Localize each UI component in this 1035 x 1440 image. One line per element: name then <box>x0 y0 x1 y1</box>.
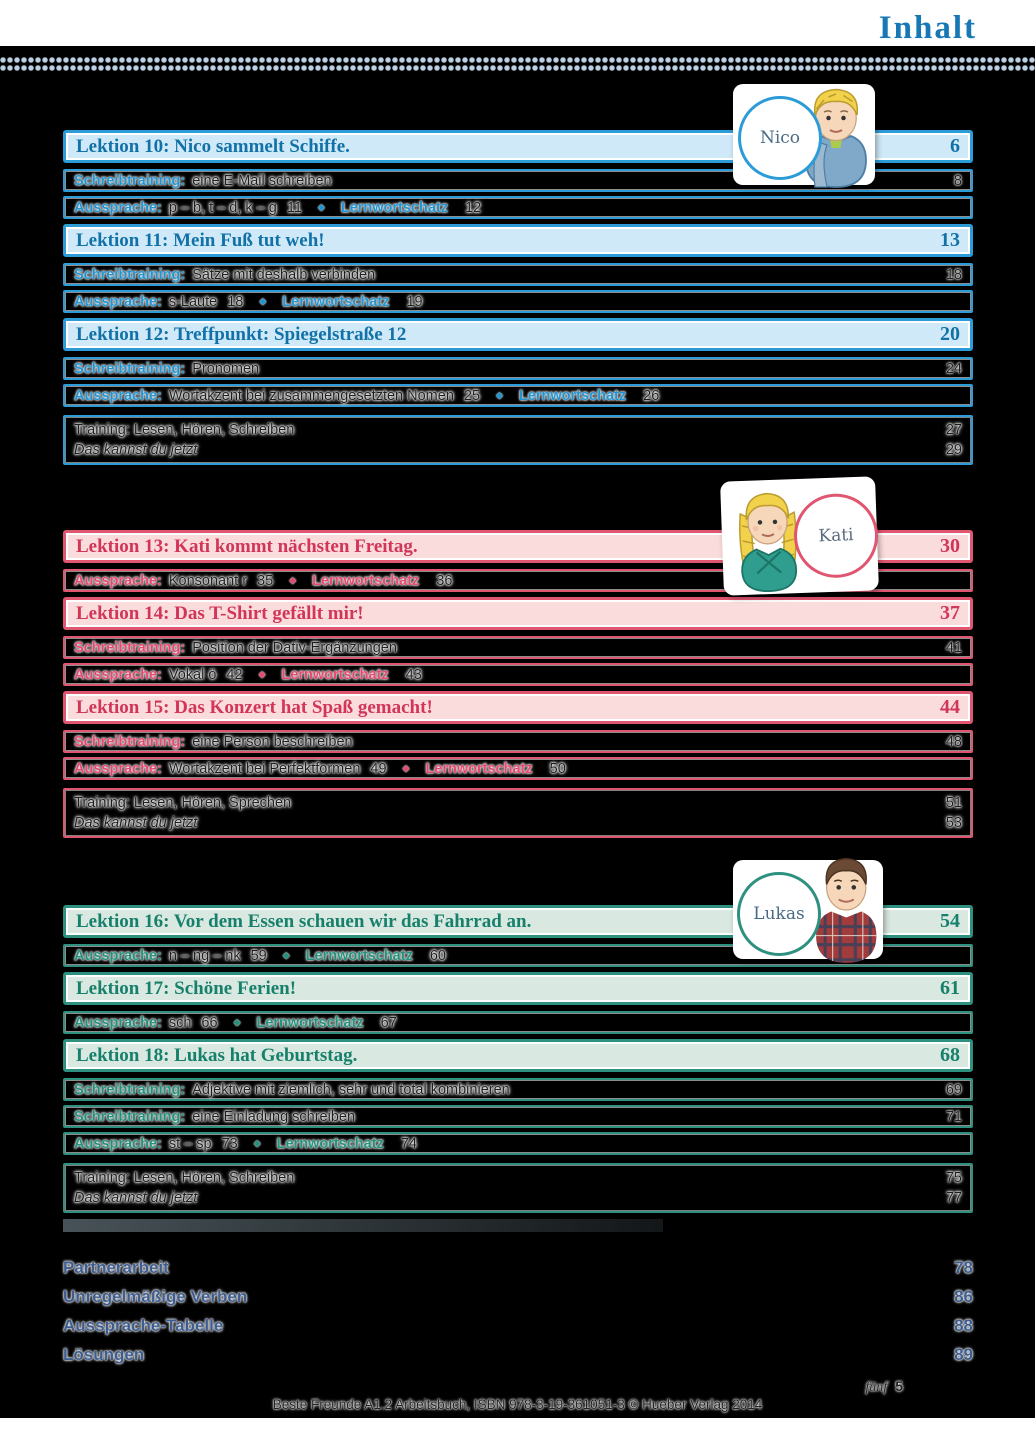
subrow-page-number: 73 <box>221 1135 238 1152</box>
subrow-page-number: 49 <box>370 760 387 777</box>
training-line <box>74 793 962 813</box>
training-page-number: 77 <box>945 1190 962 1206</box>
subrow-label: Aussprache: <box>74 572 162 589</box>
toc-subrow <box>63 384 973 407</box>
lesson-page-number: 6 <box>950 135 960 157</box>
appendix-link <box>63 1344 973 1366</box>
subrow-text: p – b, t – d, k – g <box>168 199 277 216</box>
subrow-label: Aussprache: <box>74 387 162 404</box>
appendix-label: Unregelmäßige Verben <box>63 1287 248 1306</box>
appendix-label: Lösungen <box>63 1345 145 1364</box>
subrow-page-number: 18 <box>945 266 962 283</box>
subrow-label: Lernwortschatz <box>282 293 390 310</box>
subrow-page-number: 18 <box>227 293 244 310</box>
page-title: Inhalt <box>878 10 977 46</box>
subrow-label: Lernwortschatz <box>305 947 413 964</box>
subrow-label: Schreibtraining: <box>74 1081 186 1098</box>
subrow-page-number: 35 <box>257 572 274 589</box>
subrow-label: Aussprache: <box>74 199 162 216</box>
training-text: Das kannst du jetzt <box>74 442 198 458</box>
subrow-page-number: 12 <box>465 199 482 216</box>
appendix-link <box>63 1257 973 1279</box>
subrow-page-number: 36 <box>436 572 453 589</box>
toc-subrow <box>63 636 973 659</box>
subrow-text: eine Einladung schreiben <box>192 1108 356 1125</box>
training-text: Das kannst du jetzt <box>74 815 198 831</box>
diamond-icon: ◆ <box>496 390 503 400</box>
toc-subrow <box>63 1011 973 1034</box>
subrow-text: Sätze mit deshalb verbinden <box>192 266 376 283</box>
training-line <box>74 420 962 440</box>
subrow-text: n – ng – nk <box>168 947 241 964</box>
diamond-icon: ◆ <box>282 950 290 960</box>
subrow-page-number: 66 <box>201 1014 218 1031</box>
lesson-header <box>63 597 973 630</box>
training-box <box>63 1163 973 1213</box>
subrow-page-number: 24 <box>945 360 962 377</box>
toc-subrow <box>63 1078 973 1101</box>
subrow-label: Aussprache: <box>74 947 162 964</box>
subrow-page-number: 43 <box>405 666 422 683</box>
lesson-title: Lektion 13: Kati kommt nächsten Freitag. <box>76 535 418 557</box>
subrow-label: Schreibtraining: <box>74 172 186 189</box>
lesson-page-number: 20 <box>940 323 960 345</box>
lesson-header <box>63 691 973 724</box>
lesson-title: Lektion 12: Treffpunkt: Spiegelstraße 12 <box>76 323 407 345</box>
subrow-label: Aussprache: <box>74 1135 162 1152</box>
appendix-links <box>63 1257 973 1373</box>
lesson-title: Lektion 18: Lukas hat Geburtstag. <box>76 1044 358 1066</box>
training-page-number: 27 <box>945 422 962 438</box>
diamond-icon: ◆ <box>317 202 325 212</box>
subrow-text: eine Person beschreiben <box>192 733 353 750</box>
subrow-label: Lernwortschatz <box>312 572 420 589</box>
toc-subrow <box>63 357 973 380</box>
subrow-label: Lernwortschatz <box>256 1014 364 1031</box>
toc-subrow <box>63 663 973 686</box>
lesson-page-number: 68 <box>940 1044 960 1066</box>
lesson-page-number: 13 <box>940 229 960 251</box>
subrow-label: Schreibtraining: <box>74 1108 186 1125</box>
subrow-page-number: 41 <box>945 639 962 656</box>
subrow-label: Lernwortschatz <box>281 666 389 683</box>
lesson-page-number: 61 <box>940 977 960 999</box>
lesson-page-number: 44 <box>940 696 960 718</box>
training-page-number: 75 <box>945 1170 962 1186</box>
subrow-page-number: 50 <box>549 760 566 777</box>
training-text: Training: Lesen, Hören, Schreiben <box>74 1170 295 1186</box>
footer-page-word: fünf <box>865 1380 888 1395</box>
toc-subrow <box>63 757 973 780</box>
diamond-icon: ◆ <box>402 763 410 773</box>
lesson-title: Lektion 15: Das Konzert hat Spaß gemacht! <box>76 696 433 718</box>
subrow-label: Lernwortschatz <box>518 387 627 404</box>
subrow-page-number: 60 <box>429 947 446 964</box>
subrow-text: Konsonant r <box>168 572 248 589</box>
subrow-label: Schreibtraining: <box>74 360 186 377</box>
lesson-header <box>63 224 973 257</box>
subrow-page-number: 25 <box>463 387 481 404</box>
appendix-link <box>63 1286 973 1308</box>
training-page-number: 53 <box>945 815 962 831</box>
subrow-text: Vokal ö <box>168 666 217 683</box>
toc-subrow <box>63 730 973 753</box>
footer-page-number: 5 <box>895 1378 903 1394</box>
subrow-page-number: 8 <box>953 172 962 189</box>
character-name-badge <box>738 96 822 180</box>
lesson-title: Lektion 14: Das T-Shirt gefällt mir! <box>76 602 364 624</box>
toc-content <box>63 0 973 1440</box>
training-page-number: 29 <box>945 442 962 458</box>
subrow-text: s-Laute <box>168 293 218 310</box>
lesson-title: Lektion 17: Schöne Ferien! <box>76 977 297 999</box>
diamond-icon: ◆ <box>233 1017 241 1027</box>
subrow-text: Wortakzent bei zusammengesetzten Nomen <box>168 387 454 404</box>
toc-subrow <box>63 1105 973 1128</box>
diamond-icon: ◆ <box>258 669 266 679</box>
portrait-lukas <box>733 858 883 961</box>
character-name-badge <box>737 872 821 956</box>
appendix-link <box>63 1315 973 1337</box>
appendix-label: Partnerarbeit <box>63 1258 169 1277</box>
lesson-header <box>63 318 973 351</box>
training-line <box>74 813 962 833</box>
footer-caption: Beste Freunde A1.2 Arbeitsbuch, ISBN 978-3-19-361051-3 © Hueber Verlag 2014 <box>272 1397 763 1412</box>
diamond-icon: ◆ <box>289 575 297 585</box>
training-box <box>63 788 973 838</box>
training-page-number: 51 <box>945 795 962 811</box>
lesson-header <box>63 1039 973 1072</box>
portrait-kati <box>720 474 879 597</box>
subrow-label: Aussprache: <box>74 760 162 777</box>
subrow-label: Lernwortschatz <box>425 760 533 777</box>
diamond-icon: ◆ <box>259 296 267 306</box>
lesson-page-number: 30 <box>940 535 960 557</box>
character-name: Lukas <box>753 904 805 924</box>
subrow-label: Schreibtraining: <box>74 733 186 750</box>
lesson-page-number: 54 <box>940 910 960 932</box>
subrow-text: eine E-Mail schreiben <box>192 172 332 189</box>
subrow-text: Wortakzent bei Perfektformen <box>168 760 361 777</box>
subrow-page-number: 26 <box>643 387 660 404</box>
portrait-nico <box>733 84 875 185</box>
training-box <box>63 415 973 465</box>
subrow-page-number: 42 <box>226 666 243 683</box>
subrow-text: Position der Dativ-Ergänzungen <box>192 639 397 656</box>
character-name: Kati <box>818 525 854 547</box>
appendix-page-number: 78 <box>954 1258 973 1277</box>
subrow-page-number: 69 <box>945 1081 962 1098</box>
subrow-label: Aussprache: <box>74 293 162 310</box>
subrow-label: Lernwortschatz <box>276 1135 384 1152</box>
toc-subrow <box>63 290 973 313</box>
subrow-page-number: 59 <box>250 947 267 964</box>
subrow-label: Aussprache: <box>74 1014 162 1031</box>
footer-page-marker <box>63 1378 903 1396</box>
subrow-page-number: 74 <box>400 1135 417 1152</box>
subrow-text: sch <box>168 1014 192 1031</box>
character-name: Nico <box>759 128 801 148</box>
lesson-title: Lektion 11: Mein Fuß tut weh! <box>76 229 325 251</box>
subrow-page-number: 11 <box>286 199 302 216</box>
subrow-label: Schreibtraining: <box>74 639 186 656</box>
toc-subrow <box>63 263 973 286</box>
lesson-page-number: 37 <box>940 602 960 624</box>
subrow-page-number: 71 <box>945 1108 962 1125</box>
subrow-page-number: 19 <box>406 293 423 310</box>
subrow-label: Lernwortschatz <box>340 199 449 216</box>
training-text: Das kannst du jetzt <box>74 1190 198 1206</box>
training-line <box>74 440 962 460</box>
subrow-label: Schreibtraining: <box>74 266 186 283</box>
subrow-text: st – sp <box>168 1135 212 1152</box>
subrow-text: Adjektive mit ziemlich, sehr und total kombinieren <box>192 1081 510 1098</box>
appendix-label: Aussprache-Tabelle <box>63 1316 224 1335</box>
appendix-page-number: 89 <box>954 1345 973 1364</box>
appendix-page-number: 86 <box>954 1287 973 1306</box>
lesson-title: Lektion 16: Vor dem Essen schauen wir das Fahrrad an. <box>76 910 532 932</box>
subrow-text: Pronomen <box>192 360 260 377</box>
training-line <box>74 1168 962 1188</box>
training-text: Training: Lesen, Hören, Schreiben <box>74 422 295 438</box>
subrow-label: Aussprache: <box>74 666 162 683</box>
lesson-title: Lektion 10: Nico sammelt Schiffe. <box>76 135 350 157</box>
appendix-page-number: 88 <box>954 1316 973 1335</box>
subrow-page-number: 67 <box>380 1014 397 1031</box>
training-line <box>74 1188 962 1208</box>
diamond-icon: ◆ <box>253 1138 261 1148</box>
lesson-header <box>63 972 973 1005</box>
toc-subrow <box>63 1132 973 1155</box>
subrow-page-number: 48 <box>945 733 962 750</box>
toc-subrow <box>63 196 973 219</box>
training-text: Training: Lesen, Hören, Sprechen <box>74 795 292 811</box>
